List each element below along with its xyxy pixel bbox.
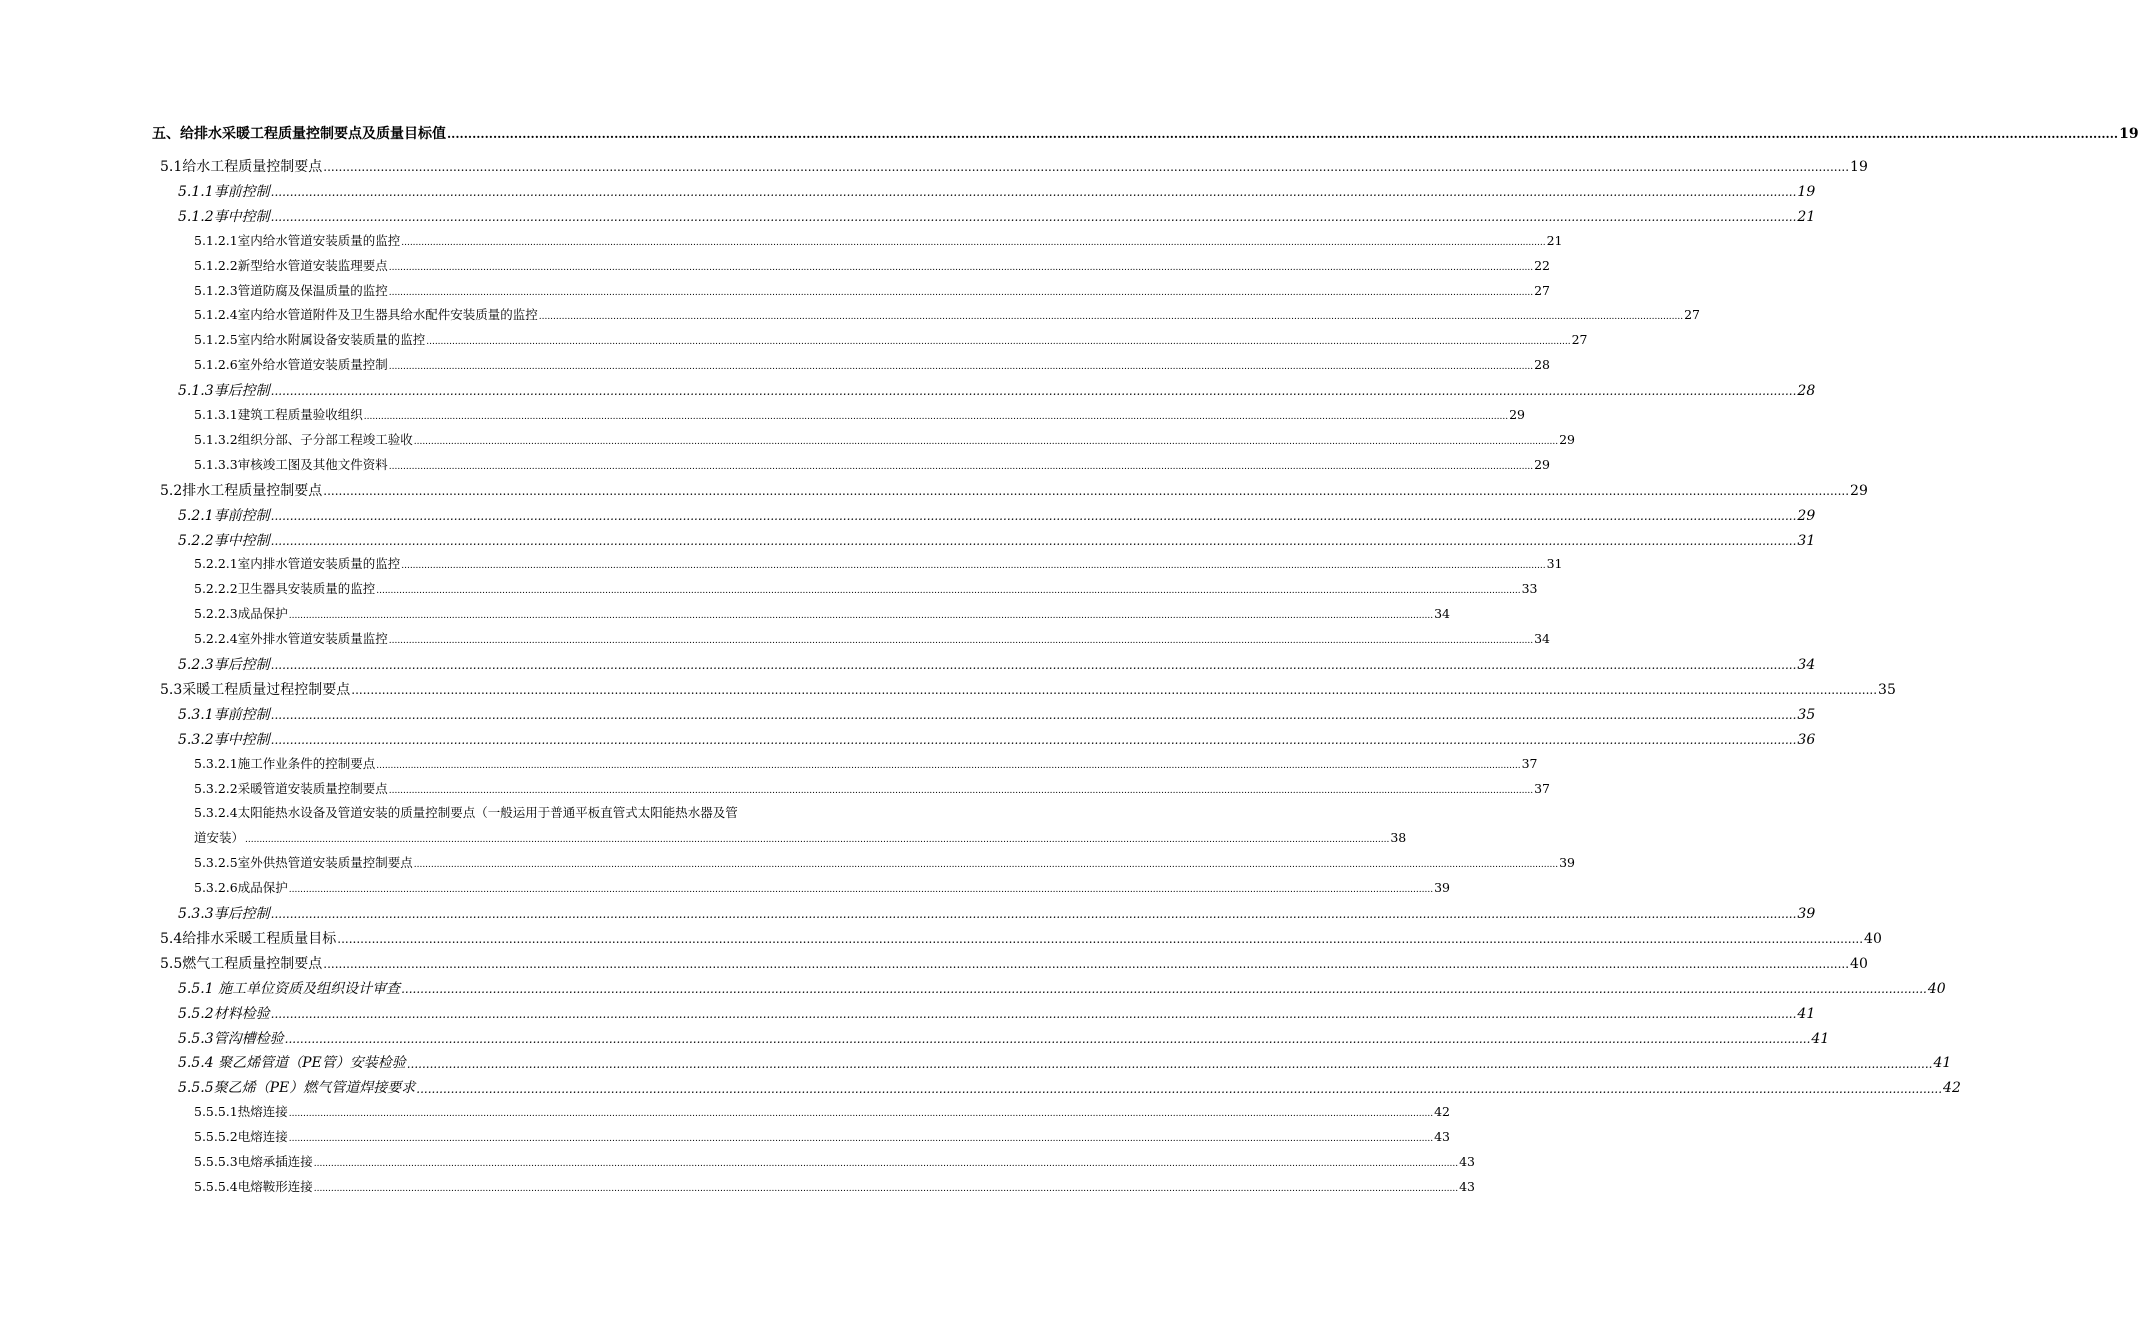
- toc-entry-title: 5.5.5聚乙烯（PE）燃气管道焊接要求: [178, 1080, 416, 1097]
- dot-leader: ................................................................................................................................................................................................................................................................................................................................................................................................................: [270, 708, 1797, 723]
- dot-leader: ................................................................................................................................................................................................................................................................................................................................................................................................................: [284, 1031, 1811, 1046]
- dot-leader: ................................................................................................................................................................................................................................................................................................................................................................................................................: [313, 1183, 1459, 1194]
- toc-entry-title: 5.5.3管沟槽检验: [178, 1030, 284, 1047]
- toc-entry-title: 5.3.3事后控制: [178, 906, 270, 922]
- toc-entry[interactable]: [178, 1055, 1952, 1072]
- toc-entry-title: 5.3.1事前控制: [178, 706, 270, 723]
- toc-page-number: 43: [1459, 1154, 1475, 1169]
- dot-leader: ................................................................................................................................................................................................................................................................................................................................................................................................................: [323, 160, 1850, 175]
- toc-entry-title: 5.3.2.6成品保护: [194, 880, 288, 896]
- toc-entry-title: 五、给排水采暖工程质量控制要点及质量目标值: [152, 126, 446, 142]
- toc-entry-title: 5.1.3.1建筑工程质量验收组织: [194, 407, 363, 422]
- toc-entry-title: 5.2.2事中控制: [178, 532, 270, 549]
- dot-leader: ................................................................................................................................................................................................................................................................................................................................................................................................................: [388, 461, 1534, 472]
- toc-entry-title: 5.2.2.1室内排水管道安装质量的监控: [194, 556, 401, 572]
- toc-entry-title: 5.2.2.3成品保护: [194, 606, 288, 622]
- toc-entry-title: 5.2.2.4室外排水管道安装质量监控: [194, 631, 388, 647]
- toc-entry[interactable]: [178, 532, 1816, 549]
- toc-entry[interactable]: [178, 208, 1816, 225]
- toc-entry-title: 5.1.2.1室内给水管道安装质量的监控: [194, 232, 401, 248]
- toc-entry[interactable]: [178, 383, 1816, 400]
- toc-entry-title: 5.2排水工程质量控制要点: [160, 482, 323, 499]
- dot-leader: ................................................................................................................................................................................................................................................................................................................................................................................................................: [270, 210, 1797, 225]
- toc-entry[interactable]: [194, 556, 1563, 572]
- dot-leader: ................................................................................................................................................................................................................................................................................................................................................................................................................: [401, 981, 1927, 996]
- toc-entry[interactable]: [194, 456, 1550, 472]
- toc-entry-title: 5.3.2.2采暖管道安装质量控制要点: [194, 780, 388, 796]
- dot-leader: ................................................................................................................................................................................................................................................................................................................................................................................................................: [406, 1056, 1933, 1071]
- toc-page-number: 19: [1797, 183, 1816, 200]
- toc-page-number: 43: [1459, 1178, 1475, 1194]
- toc-entry[interactable]: [194, 307, 1700, 323]
- dot-leader: ................................................................................................................................................................................................................................................................................................................................................................................................................: [351, 683, 1878, 698]
- toc-page-number: 29: [1559, 431, 1575, 447]
- toc-page-number: 27: [1684, 307, 1700, 323]
- toc-entry[interactable]: [194, 1129, 1450, 1145]
- toc-entry[interactable]: [194, 855, 1575, 871]
- toc-page-number: 34: [1534, 631, 1550, 647]
- toc-entry-title: 5.3采暖工程质量过程控制要点: [160, 681, 351, 698]
- toc-page-number: 28: [1534, 357, 1550, 373]
- toc-page-number: 41: [1811, 1030, 1830, 1047]
- dot-leader: ................................................................................................................................................................................................................................................................................................................................................................................................................: [270, 732, 1797, 747]
- dot-leader: ................................................................................................................................................................................................................................................................................................................................................................................................................: [413, 436, 1559, 447]
- toc-entry-title: 5.3.2.4太阳能热水设备及管道安装的质量控制要点（一般运用于普通平板直管式太阳能热水器及管: [194, 805, 738, 821]
- dot-leader: ................................................................................................................................................................................................................................................................................................................................................................................................................: [401, 237, 1546, 248]
- toc-page-number: 41: [1797, 1005, 1816, 1022]
- toc-entry[interactable]: [194, 332, 1588, 348]
- dot-leader: ................................................................................................................................................................................................................................................................................................................................................................................................................: [323, 483, 1850, 498]
- toc-entry-title: 5.5.4 聚乙烯管道（PE管）安装检验: [178, 1055, 406, 1072]
- toc-entry[interactable]: [178, 1080, 1961, 1097]
- toc-entry[interactable]: [178, 731, 1816, 748]
- toc-entry-title: 5.5.5.4电熔鞍形连接: [194, 1178, 313, 1194]
- toc-entry-title: 5.1.3.3审核竣工图及其他文件资料: [194, 456, 388, 472]
- toc-entry[interactable]: [194, 830, 1407, 846]
- toc-entry-title: 5.2.2.2卫生器具安装质量的监控: [194, 581, 376, 597]
- toc-entry[interactable]: [160, 159, 1868, 175]
- toc-page-number: 37: [1521, 755, 1538, 771]
- toc-page-number: 29: [1850, 482, 1868, 499]
- toc-entry-title: 5.3.2.5室外供热管道安装质量控制要点: [194, 855, 413, 871]
- dot-leader: ................................................................................................................................................................................................................................................................................................................................................................................................................: [388, 362, 1534, 373]
- toc-page-number: 29: [1534, 456, 1550, 472]
- dot-leader: ................................................................................................................................................................................................................................................................................................................................................................................................................: [288, 1134, 1434, 1145]
- toc-entry[interactable]: [194, 1178, 1475, 1194]
- toc-entry[interactable]: [160, 930, 1882, 947]
- toc-entry-title: 5.2.3事后控制: [178, 657, 270, 673]
- dot-leader: ................................................................................................................................................................................................................................................................................................................................................................................................................: [270, 658, 1797, 673]
- dot-leader: ................................................................................................................................................................................................................................................................................................................................................................................................................: [413, 860, 1559, 871]
- toc-entry[interactable]: [160, 681, 1896, 698]
- toc-entry-title: 5.1.3事后控制: [178, 383, 270, 400]
- dot-leader: ................................................................................................................................................................................................................................................................................................................................................................................................................: [363, 412, 1509, 423]
- toc-page-number: 40: [1864, 930, 1882, 947]
- toc-entry-title: 5.1.3.2组织分部、子分部工程竣工验收: [194, 431, 413, 447]
- dot-leader: ................................................................................................................................................................................................................................................................................................................................................................................................................: [270, 533, 1797, 548]
- toc-entry[interactable]: [152, 126, 2139, 142]
- toc-entry[interactable]: [178, 706, 1816, 723]
- toc-page-number: 41: [1933, 1055, 1952, 1072]
- dot-leader: ................................................................................................................................................................................................................................................................................................................................................................................................................: [388, 287, 1534, 298]
- toc-page-number: 35: [1878, 681, 1896, 698]
- toc-entry-title: 5.5.5.1热熔连接: [194, 1104, 288, 1120]
- toc-page-number: 29: [1797, 507, 1816, 524]
- toc-entry[interactable]: [160, 482, 1868, 499]
- toc-page-number: 27: [1534, 282, 1550, 298]
- toc-entry-title: 5.4给排水采暖工程质量目标: [160, 930, 337, 947]
- toc-entry-title-continued: 道安装）: [194, 830, 245, 846]
- dot-leader: ................................................................................................................................................................................................................................................................................................................................................................................................................: [270, 185, 1797, 200]
- dot-leader: ................................................................................................................................................................................................................................................................................................................................................................................................................: [270, 907, 1797, 922]
- toc-page-number: 37: [1534, 780, 1550, 796]
- dot-leader: ................................................................................................................................................................................................................................................................................................................................................................................................................: [538, 312, 1684, 323]
- toc-page-number: 36: [1797, 731, 1816, 748]
- toc-page-number: 39: [1559, 855, 1575, 871]
- toc-entry[interactable]: [194, 780, 1550, 796]
- dot-leader: ................................................................................................................................................................................................................................................................................................................................................................................................................: [426, 337, 1571, 348]
- toc-entry-title: 5.1.2.2新型给水管道安装监理要点: [194, 257, 388, 273]
- toc-entry[interactable]: [194, 407, 1525, 423]
- dot-leader: ................................................................................................................................................................................................................................................................................................................................................................................................................: [447, 127, 2119, 142]
- toc-entry[interactable]: [194, 357, 1550, 373]
- toc-entry[interactable]: [178, 906, 1816, 922]
- dot-leader: ................................................................................................................................................................................................................................................................................................................................................................................................................: [288, 885, 1434, 896]
- toc-page-number: 42: [1943, 1080, 1961, 1097]
- toc-entry[interactable]: [194, 257, 1550, 273]
- toc-entry[interactable]: [178, 657, 1816, 673]
- toc-entry-title: 5.1.2.3管道防腐及保温质量的监控: [194, 282, 388, 298]
- dot-leader: ................................................................................................................................................................................................................................................................................................................................................................................................................: [288, 1109, 1434, 1120]
- toc-entry[interactable]: [178, 507, 1816, 524]
- toc-entry-title: 5.1.2.6室外给水管道安装质量控制: [194, 357, 388, 373]
- toc-page-number: 22: [1534, 257, 1550, 273]
- dot-leader: ................................................................................................................................................................................................................................................................................................................................................................................................................: [288, 611, 1434, 622]
- toc-page-number: 27: [1571, 332, 1588, 348]
- toc-page-number: 21: [1797, 208, 1816, 225]
- dot-leader: ................................................................................................................................................................................................................................................................................................................................................................................................................: [245, 835, 1390, 846]
- toc-entry[interactable]: [194, 631, 1550, 647]
- toc-entry-title: 5.5.5.2电熔连接: [194, 1129, 288, 1145]
- dot-leader: ................................................................................................................................................................................................................................................................................................................................................................................................................: [388, 785, 1534, 796]
- toc-entry-title: 5.5燃气工程质量控制要点: [160, 955, 323, 972]
- toc-entry[interactable]: [194, 282, 1550, 298]
- toc-page-number: 29: [1509, 407, 1525, 422]
- toc-entry-title: 5.5.2材料检验: [178, 1005, 270, 1022]
- toc-entry-title: 5.5.1 施工单位资质及组织设计审查: [178, 980, 401, 997]
- dot-leader: ................................................................................................................................................................................................................................................................................................................................................................................................................: [337, 932, 1864, 947]
- toc-page-number: 21: [1546, 232, 1563, 248]
- toc-page-number: 33: [1521, 581, 1538, 597]
- toc-page-number: 34: [1797, 657, 1816, 673]
- dot-leader: ................................................................................................................................................................................................................................................................................................................................................................................................................: [270, 384, 1797, 399]
- dot-leader: ................................................................................................................................................................................................................................................................................................................................................................................................................: [323, 957, 1850, 972]
- toc-entry-title: 5.1.2事中控制: [178, 208, 270, 225]
- dot-leader: ................................................................................................................................................................................................................................................................................................................................................................................................................: [416, 1081, 1943, 1096]
- dot-leader: ................................................................................................................................................................................................................................................................................................................................................................................................................: [388, 262, 1534, 273]
- toc-entry[interactable]: [194, 232, 1563, 248]
- dot-leader: ................................................................................................................................................................................................................................................................................................................................................................................................................: [270, 508, 1797, 523]
- toc-page-number: 31: [1546, 556, 1563, 572]
- toc-page-number: 40: [1927, 980, 1946, 997]
- dot-leader: ................................................................................................................................................................................................................................................................................................................................................................................................................: [401, 561, 1546, 572]
- toc-entry[interactable]: [178, 1030, 1830, 1047]
- toc-page-number: 28: [1797, 383, 1816, 400]
- toc-page-number: 39: [1434, 880, 1450, 896]
- toc-entry[interactable]: [178, 183, 1816, 200]
- toc-entry-title: 5.1给水工程质量控制要点: [160, 159, 323, 175]
- toc-page-number: 34: [1434, 606, 1450, 622]
- dot-leader: ................................................................................................................................................................................................................................................................................................................................................................................................................: [376, 760, 1521, 771]
- dot-leader: ................................................................................................................................................................................................................................................................................................................................................................................................................: [313, 1159, 1459, 1170]
- toc-page-number: 42: [1434, 1104, 1450, 1120]
- toc-entry-title: 5.1.2.5室内给水附属设备安装质量的监控: [194, 332, 426, 348]
- toc-entry[interactable]: [194, 1104, 1450, 1120]
- toc-page-number: 38: [1390, 830, 1407, 846]
- toc-page-number: 43: [1434, 1129, 1450, 1145]
- toc-page-number: 39: [1797, 906, 1816, 922]
- toc-entry-title: 5.5.5.3电熔承插连接: [194, 1154, 313, 1169]
- toc-page-number: 31: [1797, 532, 1816, 549]
- dot-leader: ................................................................................................................................................................................................................................................................................................................................................................................................................: [376, 586, 1521, 597]
- toc-entry[interactable]: [178, 1005, 1816, 1022]
- toc-entry[interactable]: [178, 980, 1946, 997]
- toc-entry[interactable]: [194, 606, 1450, 622]
- toc-entry-title: 5.1.2.4室内给水管道附件及卫生器具给水配件安装质量的监控: [194, 307, 538, 323]
- dot-leader: ................................................................................................................................................................................................................................................................................................................................................................................................................: [270, 1006, 1797, 1021]
- toc-entry-title: 5.3.2事中控制: [178, 731, 270, 748]
- toc-entry-title: 5.1.1事前控制: [178, 183, 270, 200]
- dot-leader: ................................................................................................................................................................................................................................................................................................................................................................................................................: [388, 636, 1534, 647]
- toc-entry[interactable]: [160, 955, 1868, 972]
- toc-page-number: 19: [2119, 126, 2139, 142]
- toc-entry[interactable]: [194, 581, 1538, 597]
- toc-page-number: 35: [1797, 706, 1816, 723]
- toc-entry[interactable]: [194, 880, 1450, 896]
- toc-entry[interactable]: [194, 431, 1575, 447]
- toc-page-number: 40: [1850, 955, 1868, 972]
- toc-entry[interactable]: [194, 755, 1538, 771]
- toc-entry-title: 5.2.1事前控制: [178, 507, 270, 524]
- toc-page-number: 19: [1850, 159, 1868, 175]
- toc-entry-title: 5.3.2.1施工作业条件的控制要点: [194, 755, 376, 771]
- toc-entry[interactable]: [194, 1154, 1475, 1170]
